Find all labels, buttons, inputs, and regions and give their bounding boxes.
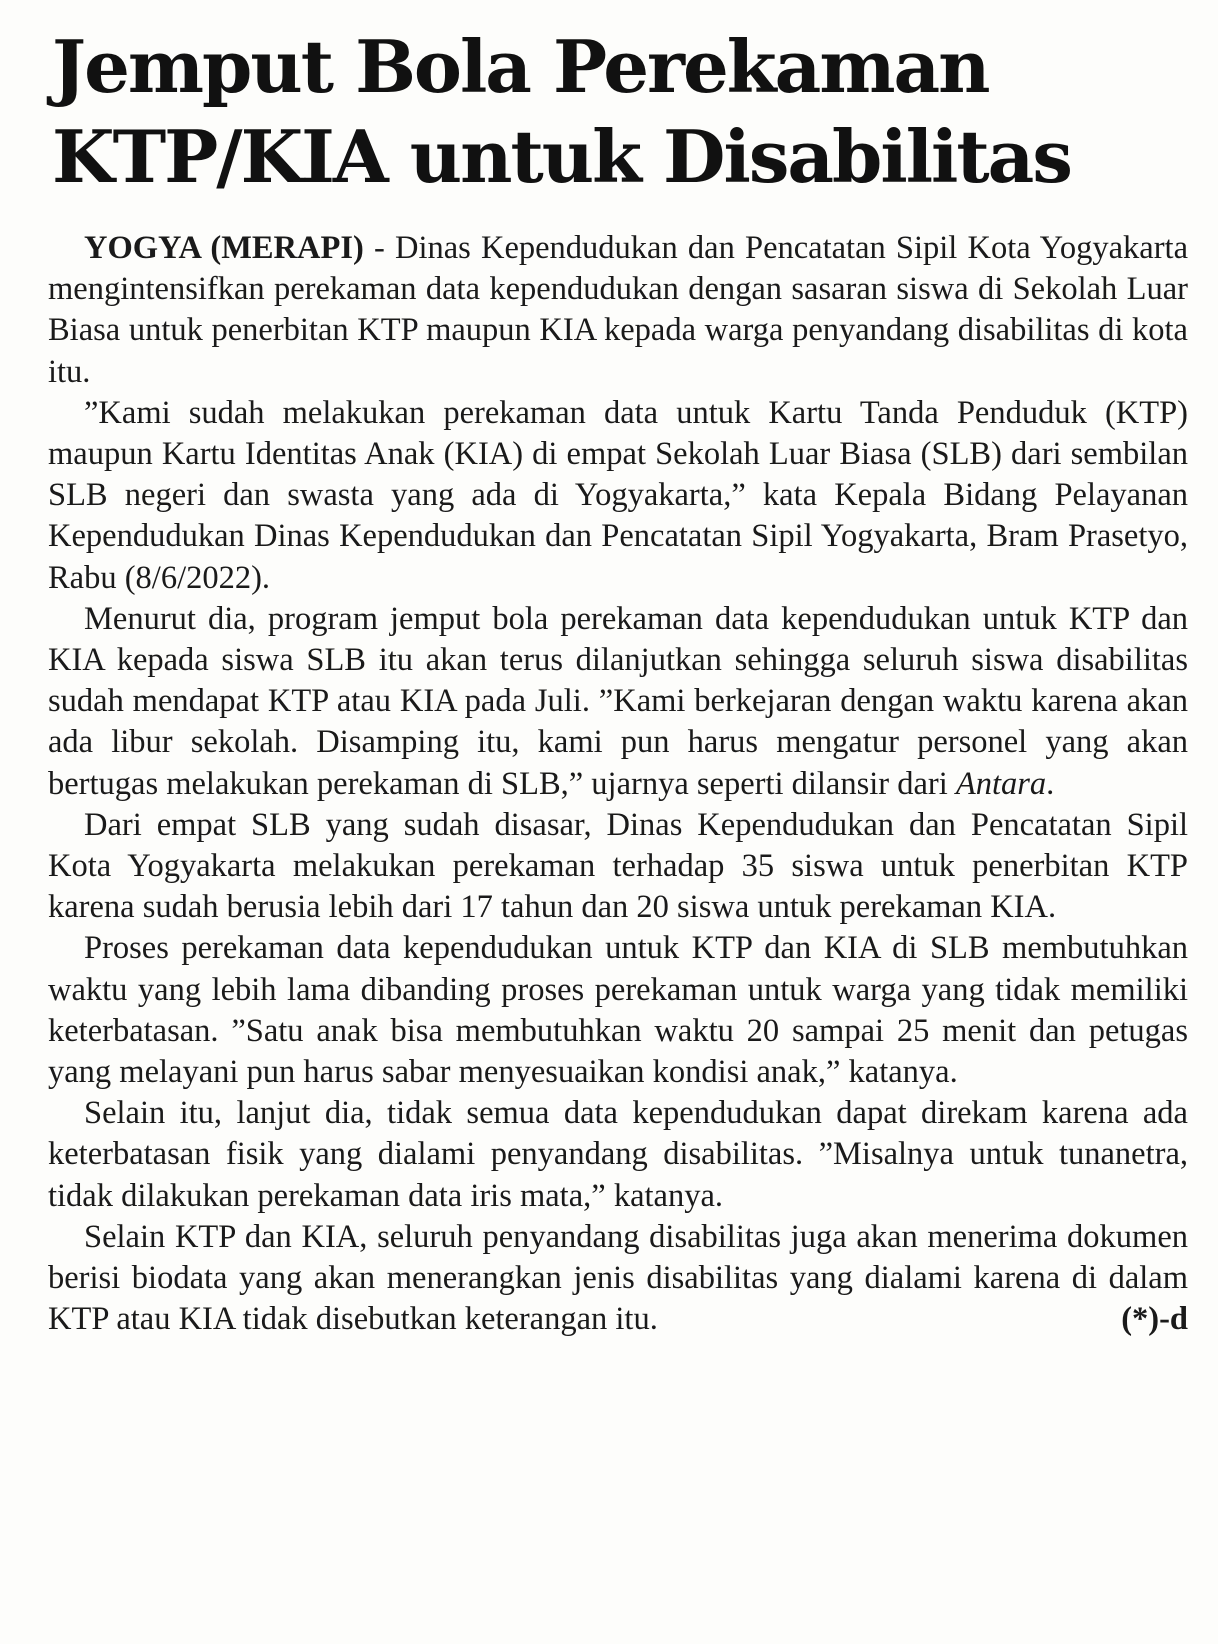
article-body bbox=[48, 228, 1188, 1340]
paragraph-2: ”Kami sudah melakukan perekaman data untuk Kartu Tanda Penduduk (KTP) maupun Kartu Identitas Anak (KIA) di empat Sekolah Luar Biasa (SLB) dari sembilan SLB negeri dan swasta yang ada di Yogyakarta,” kata Kepala Bidang Pelayanan Kependudukan Dinas Kependudukan dan Pencatatan Sipil Yogyakarta, Bram Prasetyo, Rabu (8/6/2022). bbox=[48, 394, 1188, 596]
paragraph-3-text: Menurut dia, program jemput bola perekaman data kependudukan untuk KTP dan KIA kepada siswa SLB itu akan terus dilanjutkan sehingga seluruh siswa disabilitas sudah mendapat KTP atau KIA pada Juli. ”Kami berkejaran dengan waktu karena akan ada libur sekolah. Disamping itu, kami pun harus mengatur personel yang akan bertugas melakukan perekaman di SLB,” ujarnya seperti dilansir dari bbox=[48, 600, 1188, 802]
paragraph-1 bbox=[48, 228, 1188, 393]
headline-line-2: KTP/KIA untuk Disabilitas bbox=[52, 114, 1071, 199]
paragraph-4: Dari empat SLB yang sudah disasar, Dinas Kependudukan dan Pencatatan Sipil Kota Yogyakarta melakukan perekaman terhadap 35 siswa untuk penerbitan KTP karena sudah berusia lebih dari 17 tahun dan 20 siswa untuk perekaman KIA. bbox=[48, 806, 1188, 926]
paragraph-5: Proses perekaman data kependudukan untuk KTP dan KIA di SLB membutuhkan waktu yang lebih lama dibanding proses perekaman untuk warga yang tidak memiliki keterbatasan. ”Satu anak bisa membutuhkan waktu 20 sampai 25 menit dan petugas yang melayani pun harus sabar menyesuaikan kondisi anak,” katanya. bbox=[48, 930, 1188, 1091]
news-source: Antara bbox=[955, 765, 1047, 802]
headline bbox=[52, 22, 1192, 202]
paragraph-6: Selain itu, lanjut dia, tidak semua data kependudukan dapat direkam karena ada keterbatasan fisik yang dialami penyandang disabilitas. ”Misalnya untuk tunanetra, tidak dilakukan perekaman data iris mata,” katanya. bbox=[48, 1095, 1188, 1214]
paragraph-7-text: Selain KTP dan KIA, seluruh penyandang disabilitas juga akan menerima dokumen berisi biodata yang akan menerangkan jenis disabilitas yang dialami karena di dalam KTP atau KIA tidak disebutkan keterangan itu. bbox=[48, 1218, 1188, 1338]
paragraph-3 bbox=[48, 599, 1188, 805]
paragraph-7 bbox=[48, 1217, 1188, 1341]
dateline: YOGYA (MERAPI) bbox=[84, 230, 364, 266]
paragraph-3-end: . bbox=[1046, 765, 1055, 802]
author-signature: (*)-d bbox=[1121, 1301, 1188, 1338]
headline-line-1: Jemput Bola Perekaman bbox=[52, 24, 989, 109]
paragraph-1-text: - Dinas Kependudukan dan Pencatatan Sipil Kota Yogyakarta mengintensifkan perekaman data kependudukan dengan sasaran siswa di Sekolah Luar Biasa untuk penerbitan KTP maupun KIA kepada warga penyandang disabilitas di kota itu. bbox=[48, 230, 1188, 390]
